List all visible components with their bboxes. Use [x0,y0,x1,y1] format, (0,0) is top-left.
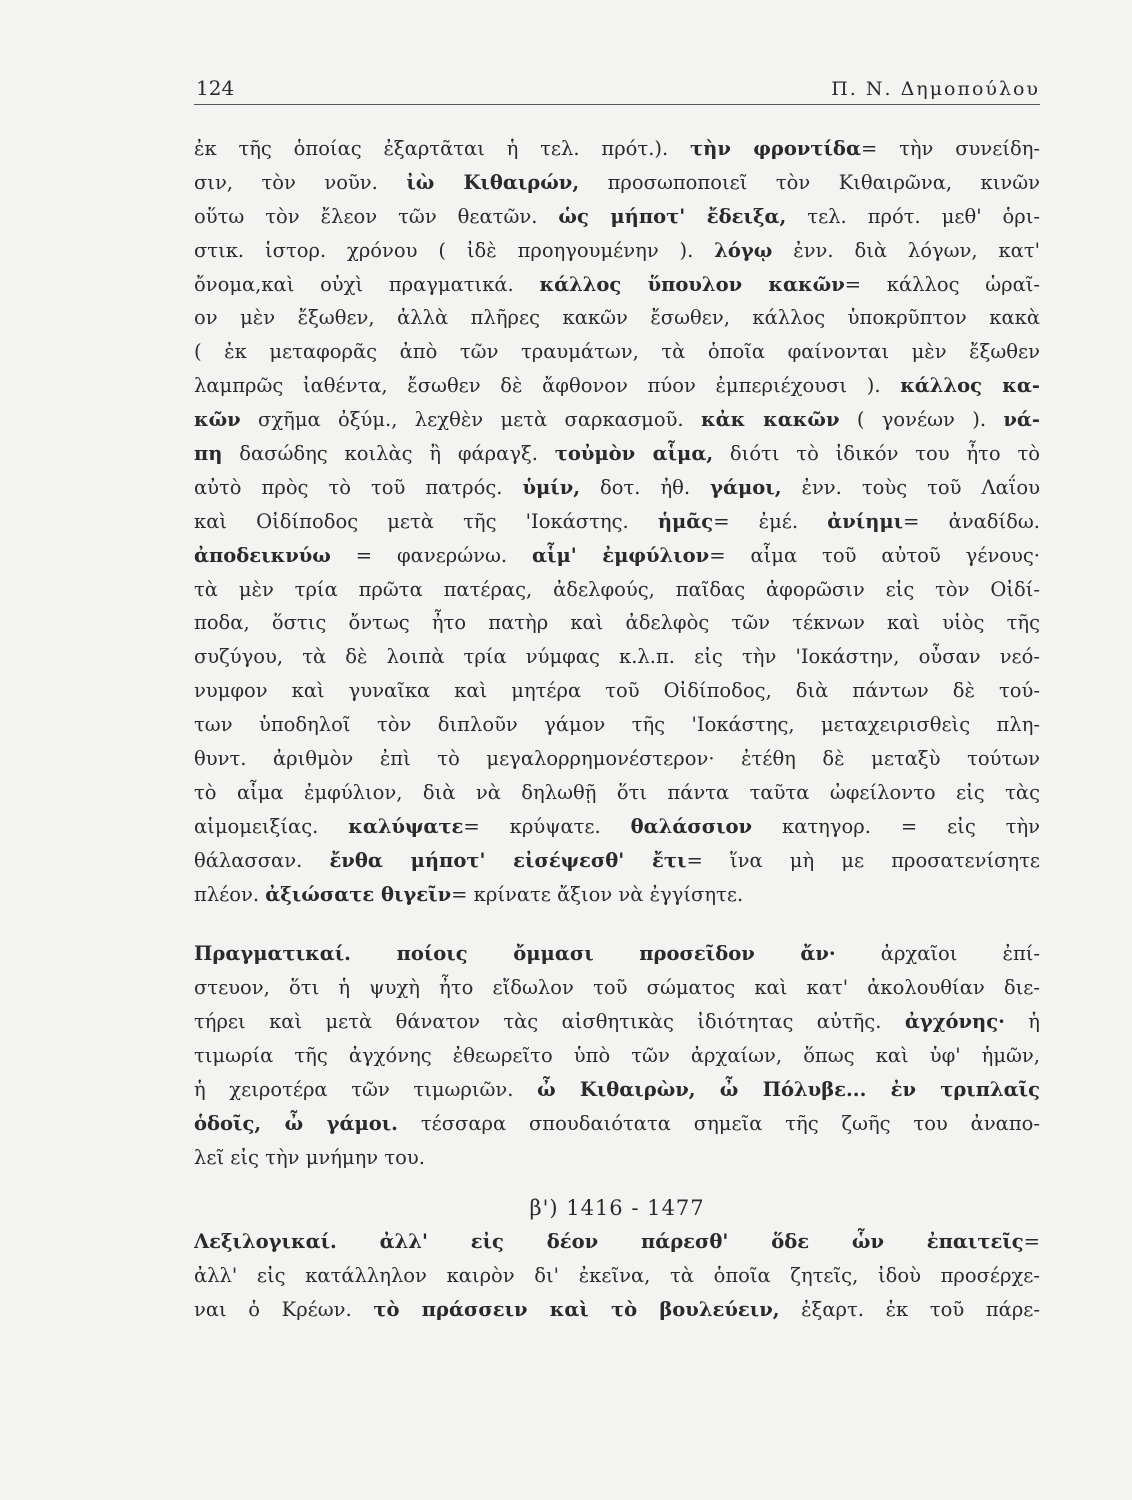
text-line [194,844,1040,878]
text-line [194,1005,1040,1039]
text-line [194,539,1040,573]
text-run: θυντ. ἀριθμὸν ἐπὶ τὸ μεγαλορρημονέστερον· ἐτέθη δὲ μεταξὺ τούτων [194,747,1040,771]
text-run: στευον, ὅτι ἡ ψυχὴ ἦτο εἴδωλον τοῦ σώματος καὶ κατ' ἀκολουθίαν διε- [194,976,1040,1000]
text-run: ον μὲν ἔξωθεν, ἀλλὰ πλῆρες κακῶν ἔσωθεν, κάλλος ὑποκρῦπτον κακὰ [194,306,1040,330]
text-run: των ὑποδηλοῖ τὸν διπλοῦν γάμον τῆς 'Ιοκάστης, μεταχειρισθεὶς πλη- [194,713,1040,737]
bold-lemma: ἰὼ Κιθαιρών, [406,170,580,194]
text-line [194,776,1040,810]
bold-lemma: ὡς μήποτ' ἔδειξα, [558,204,787,228]
text-run: κατηγορ. = εἰς τὴν [752,814,1040,838]
text-run: σιν, τὸν νοῦν. [194,170,407,194]
section-gap [194,1175,1040,1191]
paragraph-gap [194,911,1040,937]
text-run: = ἵνα μὴ με προσατενίσητε [686,848,1040,872]
text-run: σχῆμα ὀξύμ., λεχθὲν μετὰ σαρκασμοῦ. [240,408,701,432]
text-line [194,301,1040,335]
bold-lemma: ἔνθα μήποτ' εἰσέψεσθ' ἔτι [329,848,687,872]
bold-lemma: κῶν [194,408,241,432]
paragraph-section-b-notes [194,1225,1040,1327]
text-run: αἱμομειξίας. [194,814,349,838]
text-run: τελ. πρότ. μεθ' ὁρι- [786,204,1040,228]
text-line [194,268,1040,302]
text-run: καὶ Οἰδίποδος μετὰ τῆς 'Ιοκάστης. [194,509,658,533]
bold-lemma: Πραγματικαί. ποίοις ὄμμασι προσεῖδον ἄν· [194,942,836,966]
text-run: τὸ αἷμα ἐμφύλιον, διὰ νὰ δηλωθῇ ὅτι πάντα ταῦτα ὠφείλοντο εἰς τὰς [194,780,1040,804]
bold-lemma: κάλλος κα- [900,374,1040,398]
text-line [194,937,1040,971]
text-line [194,132,1040,166]
section-heading: β') 1416 - 1477 [529,1195,705,1220]
text-line [194,471,1040,505]
text-line [194,742,1040,776]
bold-lemma: κάλλος ὕπουλον κακῶν [539,272,845,296]
text-run: δασώδης κοιλὰς ἢ φάραγξ. [222,442,555,466]
text-run: αὐτὸ πρὸς τὸ τοῦ πατρός. [194,475,523,499]
text-line [194,403,1040,437]
text-run: πλέον. [194,882,266,906]
text-run: διότι τὸ ἰδικόν του ἦτο τὸ [713,442,1040,466]
text-line [194,1141,1040,1175]
bold-lemma: γάμοι, [710,475,782,499]
text-line [194,1107,1040,1141]
bold-lemma: ὑμίν, [522,475,581,499]
text-line [194,1225,1040,1259]
text-run: θάλασσαν. [194,848,330,872]
page-body [194,132,1040,1326]
text-run: = ἀναδίδω. [903,509,1040,533]
bold-lemma: τὴν φροντίδα [690,137,861,160]
text-run: = κρίνατε ἄξιον νὰ ἐγγίσητε. [451,882,744,906]
text-line [194,810,1040,844]
text-run: τήρει καὶ μετὰ θάνατον τὰς αἰσθητικὰς ἰδιότητας αὐτῆς. [194,1010,905,1034]
bold-lemma: Λεξιλογικαί. ἀλλ' εἰς δέον πάρεσθ' ὅδε ὧν ἐπαιτεῖς [194,1229,1024,1253]
page-number: 124 [196,76,235,100]
text-run: ἐκ τῆς ὁποίας ἐξαρτᾶται ἡ τελ. πρότ.). [194,137,691,160]
text-run: = κάλλος ὡραῖ- [844,272,1040,296]
text-line [194,1039,1040,1073]
text-run: νυμφον καὶ γυναῖκα καὶ μητέρα τοῦ Οἰδίποδος, διὰ πάντων δὲ τού- [194,679,1040,703]
bold-lemma: ἀποδεικνύω [194,543,331,567]
text-line [194,640,1040,674]
paragraph-lexical-notes [194,132,1040,911]
text-run: ἐνν. διὰ λόγων, κατ' [772,238,1040,262]
bold-lemma: ὁδοῖς, ὦ γάμοι. [194,1111,398,1135]
text-run: ( ἐκ μεταφορᾶς ἀπὸ τῶν τραυμάτων, τὰ ὁποῖα φαίνονται μὲν ἔξωθεν [194,340,1040,364]
text-line [194,674,1040,708]
text-line [194,606,1040,640]
text-line [194,234,1040,268]
page-header [194,72,1040,105]
text-run: συζύγου, τὰ δὲ λοιπὰ τρία νύμφας κ.λ.π. εἰς τὴν 'Ιοκάστην, οὖσαν νεό- [194,645,1040,669]
bold-lemma: πη [194,442,223,466]
text-run: λεῖ εἰς τὴν μνήμην του. [194,1145,425,1169]
text-run: = τὴν συνείδη- [860,137,1040,160]
bold-lemma: καλύψατε [348,814,464,838]
text-line [194,1259,1040,1293]
bold-lemma: λόγῳ [714,238,773,262]
text-run: ( γονέων ). [839,408,1004,432]
text-run: τιμωρία τῆς ἀγχόνης ἐθεωρεῖτο ὑπὸ τῶν ἀρχαίων, ὅπως καὶ ὑφ' ἡμῶν, [194,1044,1040,1068]
text-line [194,166,1040,200]
text-line [194,369,1040,403]
bold-lemma: τὸ πράσσειν καὶ τὸ βουλεύειν, [373,1297,780,1321]
text-run: = αἷμα τοῦ αὐτοῦ γένους· [709,543,1040,567]
text-run: λαμπρῶς ἰαθέντα, ἔσωθεν δὲ ἄφθονον πύον ἐμπεριέχουσι ). [194,374,901,398]
bold-lemma: ἀγχόνης· [904,1010,1005,1034]
text-line [194,1293,1040,1327]
bold-lemma: θαλάσσιον [630,814,753,838]
bold-lemma: τοὐμὸν αἷμα, [554,442,714,466]
text-line [194,878,1040,912]
text-line [194,200,1040,234]
bold-lemma: ἀνίημι [827,509,904,533]
bold-lemma: ἀξιώσατε θιγεῖν [265,882,452,906]
running-head: Π. Ν. Δημοπούλου [831,78,1040,100]
text-run: ἐξαρτ. ἐκ τοῦ πάρε- [779,1297,1040,1321]
bold-lemma: αἷμ' ἐμφύλιον [532,543,710,567]
text-run: τὰ μὲν τρία πρῶτα πατέρας, ἀδελφούς, παῖδας ἀφορῶσιν εἰς τὸν Οἰδί- [194,577,1040,601]
bold-lemma: ὦ Κιθαιρὼν, ὦ Πόλυβε... ἐν τριπλαῖς [537,1078,1040,1102]
text-line [194,971,1040,1005]
text-run: τέσσαρα σπουδαιότατα σημεῖα τῆς ζωῆς του ἀναπο- [397,1111,1040,1135]
text-line [194,505,1040,539]
paragraph-factual-notes [194,937,1040,1174]
text-run: = κρύψατε. [463,814,631,838]
text-run: ναι ὁ Κρέων. [194,1297,374,1321]
text-run: ἐνν. τοὺς τοῦ Λαΐου [781,475,1040,499]
text-line [194,335,1040,369]
text-run: ἡ [1004,1010,1040,1034]
text-run: ὄνομα,καὶ οὐχὶ πραγματικά. [194,272,540,296]
text-line [194,573,1040,607]
text-run: ποδα, ὅστις ὄντως ἦτο πατὴρ καὶ ἀδελφὸς τῶν τέκνων καὶ υἱὸς τῆς [194,611,1040,635]
text-run: οὕτω τὸν ἔλεον τῶν θεατῶν. [194,204,559,228]
text-line [194,1073,1040,1107]
text-line [194,708,1040,742]
text-run: δοτ. ἠθ. [580,475,711,499]
text-run: ἀλλ' εἰς κατάλληλον καιρὸν δι' ἐκεῖνα, τὰ ὁποῖα ζητεῖς, ἰδοὺ προσέρχε- [194,1263,1040,1287]
text-run: στικ. ἱστορ. χρόνου ( ἰδὲ προηγουμένην ). [194,238,715,262]
bold-lemma: κἀκ κακῶν [700,408,840,432]
text-run: προσωποποιεῖ τὸν Κιθαιρῶνα, κινῶν [579,170,1040,194]
bold-lemma: ἡμᾶς [657,509,714,533]
text-run: = [1023,1229,1040,1253]
bold-lemma: νά- [1003,408,1040,432]
text-line [194,437,1040,471]
text-run: = ἐμέ. [713,509,828,533]
text-run: ἡ χειροτέρα τῶν τιμωριῶν. [194,1078,538,1102]
text-run: = φανερώνω. [330,543,533,567]
text-run: ἀρχαῖοι ἐπί- [835,942,1040,966]
